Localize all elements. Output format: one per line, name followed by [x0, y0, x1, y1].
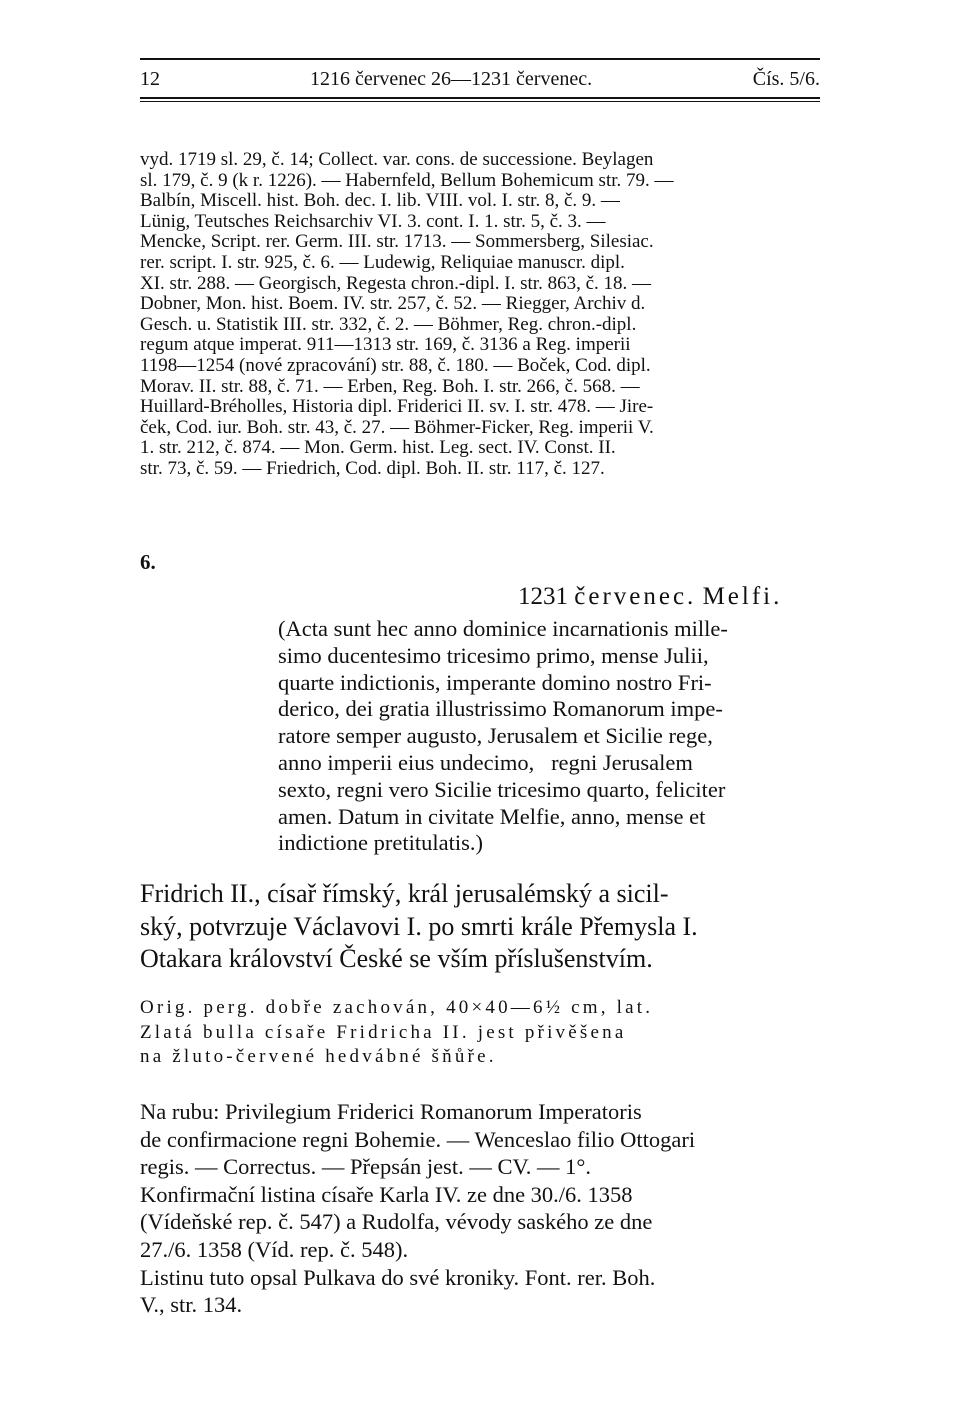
reference-line: regum atque imperat. 911—1313 str. 169, č. 3136 a Reg. imperii: [140, 334, 631, 356]
original-line: Orig. perg. dobře zachován, 40×40—6½ cm, lat.: [140, 997, 654, 1018]
regest-line: ský, potvrzuje Václavovi I. po smrti krále Přemysla I.: [140, 911, 698, 941]
latin-line: sexto, regni vero Sicilie tricesimo quarto, feliciter: [278, 776, 726, 802]
header-top-rule: [140, 58, 820, 60]
endorsement-notes: [140, 1098, 695, 1319]
reference-line: rer. script. I. str. 925, č. 6. — Ludewig, Reliquiae manuscr. dipl.: [140, 251, 625, 273]
endorsement-line: regis. — Correctus. — Přepsán jest. — CV. — 1°.: [140, 1154, 592, 1180]
endorsement-line: de confirmacione regni Bohemie. — Wenceslao filio Ottogari: [140, 1126, 696, 1152]
reference-line: Lünig, Teutsches Reichsarchiv VI. 3. cont. I. 1. str. 5, č. 3. —: [140, 210, 606, 232]
endorsement-line: Listinu tuto opsal Pulkava do své kroniky. Font. rer. Boh.: [140, 1264, 656, 1290]
endorsement-line: V., str. 134.: [140, 1292, 243, 1318]
reference-line: XI. str. 288. — Georgisch, Regesta chron.-dipl. I. str. 863, č. 18. —: [140, 272, 651, 294]
reference-line: Huillard-Bréholles, Historia dipl. Friderici II. sv. I. str. 478. — Jire-: [140, 396, 654, 418]
reference-line: 1. str. 212, č. 874. — Mon. Germ. hist. Leg. sect. IV. Const. II.: [140, 437, 616, 459]
reference-line: Mencke, Script. rer. Germ. III. str. 1713. — Sommersberg, Silesiac.: [140, 231, 654, 253]
latin-line: amen. Datum in civitate Melfie, anno, mense et: [278, 803, 706, 829]
latin-line: anno imperii eius undecimo, regni Jerusalem: [278, 749, 693, 775]
reference-line: vyd. 1719 sl. 29, č. 14; Collect. var. cons. de successione. Beylagen: [140, 149, 654, 170]
latin-line: simo ducentesimo tricesimo primo, mense Julii,: [278, 642, 709, 668]
regest-line: Otakara království České se vším příslušenstvím.: [140, 944, 653, 973]
reference-line: sl. 179, č. 9 (k r. 1226). — Habernfeld, Bellum Bohemicum str. 79. —: [140, 169, 674, 191]
header-date-range: 1216 červenec 26—1231 červenec.: [310, 68, 593, 90]
regest-summary: [140, 878, 698, 976]
reference-line: Gesch. u. Statistik III. str. 332, č. 2. — Böhmer, Reg. chron.-dipl.: [140, 313, 637, 335]
document-number: 6.: [140, 550, 156, 574]
latin-dating-clause: [278, 616, 728, 857]
header-document-ref: Čís. 5/6.: [752, 68, 820, 90]
reference-line: Balbín, Miscell. hist. Boh. dec. I. lib. VIII. vol. I. str. 8, č. 9. —: [140, 190, 620, 212]
latin-line: derico, dei gratia illustrissimo Romanorum impe-: [278, 696, 723, 722]
latin-line: quarte indictionis, imperante domino nostro Fri-: [278, 669, 712, 695]
page-number: 12: [140, 68, 160, 90]
regest-line: Fridrich II., císař římský, král jerusalémský a sicil-: [140, 879, 669, 908]
endorsement-line: Konfirmační listina císaře Karla IV. ze dne 30./6. 1358: [140, 1181, 633, 1207]
reference-line: Dobner, Mon. hist. Boem. IV. str. 257, č. 52. — Riegger, Archiv d.: [140, 293, 646, 315]
document-place: Melfi.: [702, 583, 783, 610]
endorsement-line: Na rubu: Privilegium Friderici Romanorum Imperatoris: [140, 1099, 642, 1124]
latin-line: indictione pretitulatis.): [278, 830, 483, 856]
reference-line: 1198—1254 (nové zpracování) str. 88, č. 180. — Boček, Cod. dipl.: [140, 354, 651, 376]
endorsement-line: (Vídeňské rep. č. 547) a Rudolfa, vévody saského ze dne: [140, 1209, 653, 1235]
reference-line: ček, Cod. iur. Boh. str. 43, č. 27. — Böhmer-Ficker, Reg. imperii V.: [140, 416, 654, 438]
header-bottom-rule-2: [140, 101, 820, 102]
latin-line: (Acta sunt hec anno dominice incarnationis mille-: [278, 616, 728, 641]
references-block: [140, 150, 674, 480]
document-month: červenec.: [574, 583, 697, 610]
reference-line: str. 73, č. 59. — Friedrich, Cod. dipl. Boh. II. str. 117, č. 127.: [140, 457, 605, 479]
document-dateline: [518, 582, 782, 612]
endorsement-line: 27./6. 1358 (Víd. rep. č. 548).: [140, 1236, 409, 1262]
header-bottom-rule-1: [140, 97, 820, 99]
original-line: na žluto-červené hedvábné šňůře.: [140, 1046, 497, 1067]
reference-line: Morav. II. str. 88, č. 71. — Erben, Reg. Boh. I. str. 266, č. 568. —: [140, 375, 640, 397]
document-year: 1231: [518, 583, 568, 610]
original-line: Zlatá bulla císaře Fridricha II. jest přivěšena: [140, 1021, 627, 1043]
original-description: [140, 996, 653, 1070]
running-header: [140, 64, 820, 94]
latin-line: ratore semper augusto, Jerusalem et Sicilie rege,: [278, 723, 713, 749]
